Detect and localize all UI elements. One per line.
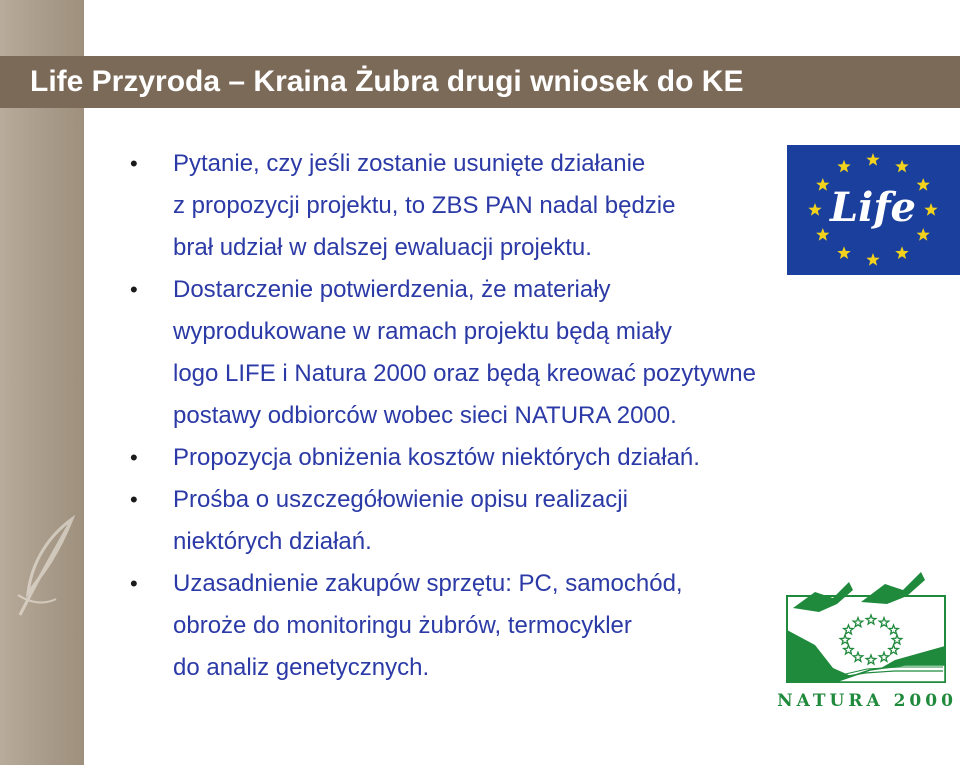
life-logo-text: Life [830,184,916,231]
bullet-dot-icon: • [130,277,138,302]
bullet-dot-icon: • [130,151,138,176]
slide-title: Life Przyroda – Kraina Żubra drugi wniosek do KE [30,65,744,98]
bullet-line: obroże do monitoringu żubrów, termocykler [173,612,632,639]
bullet-line: postawy odbiorców wobec sieci NATURA 2000. [173,402,677,429]
bullet-item [130,437,950,479]
bullet-dot-icon: • [130,571,138,596]
bullet-line: logo LIFE i Natura 2000 oraz będą kreować pozytywne [173,360,756,387]
bullet-line: Dostarczenie potwierdzenia, że materiały [173,276,611,303]
bullet-line: wyprodukowane w ramach projektu będą miały [173,318,672,345]
life-logo [787,145,960,275]
bullet-line: z propozycji projektu, to ZBS PAN nadal będzie [173,192,676,219]
bullet-dot-icon: • [130,487,138,512]
feather-icon [10,515,90,625]
bullet-line: Pytanie, czy jeśli zostanie usunięte działanie [173,150,646,177]
bullet-line: brał udział w dalszej ewaluacji projektu. [173,234,592,261]
bullet-line: Uzasadnienie zakupów sprzętu: PC, samochód, [173,570,683,597]
bullet-line: niektórych działań. [173,528,372,555]
natura-2000-logo [775,570,960,720]
bullet-item [130,479,950,563]
left-decorative-strip [0,0,84,765]
bullet-line: Propozycja obniżenia kosztów niektórych działań. [173,444,700,471]
natura-logo-text: NATURA 2000 [777,691,957,711]
bullet-item [130,269,950,437]
bullet-line: Prośba o uszczegółowienie opisu realizacji [173,486,628,513]
bullet-line: do analiz genetycznych. [173,654,430,681]
bullet-dot-icon: • [130,445,138,470]
